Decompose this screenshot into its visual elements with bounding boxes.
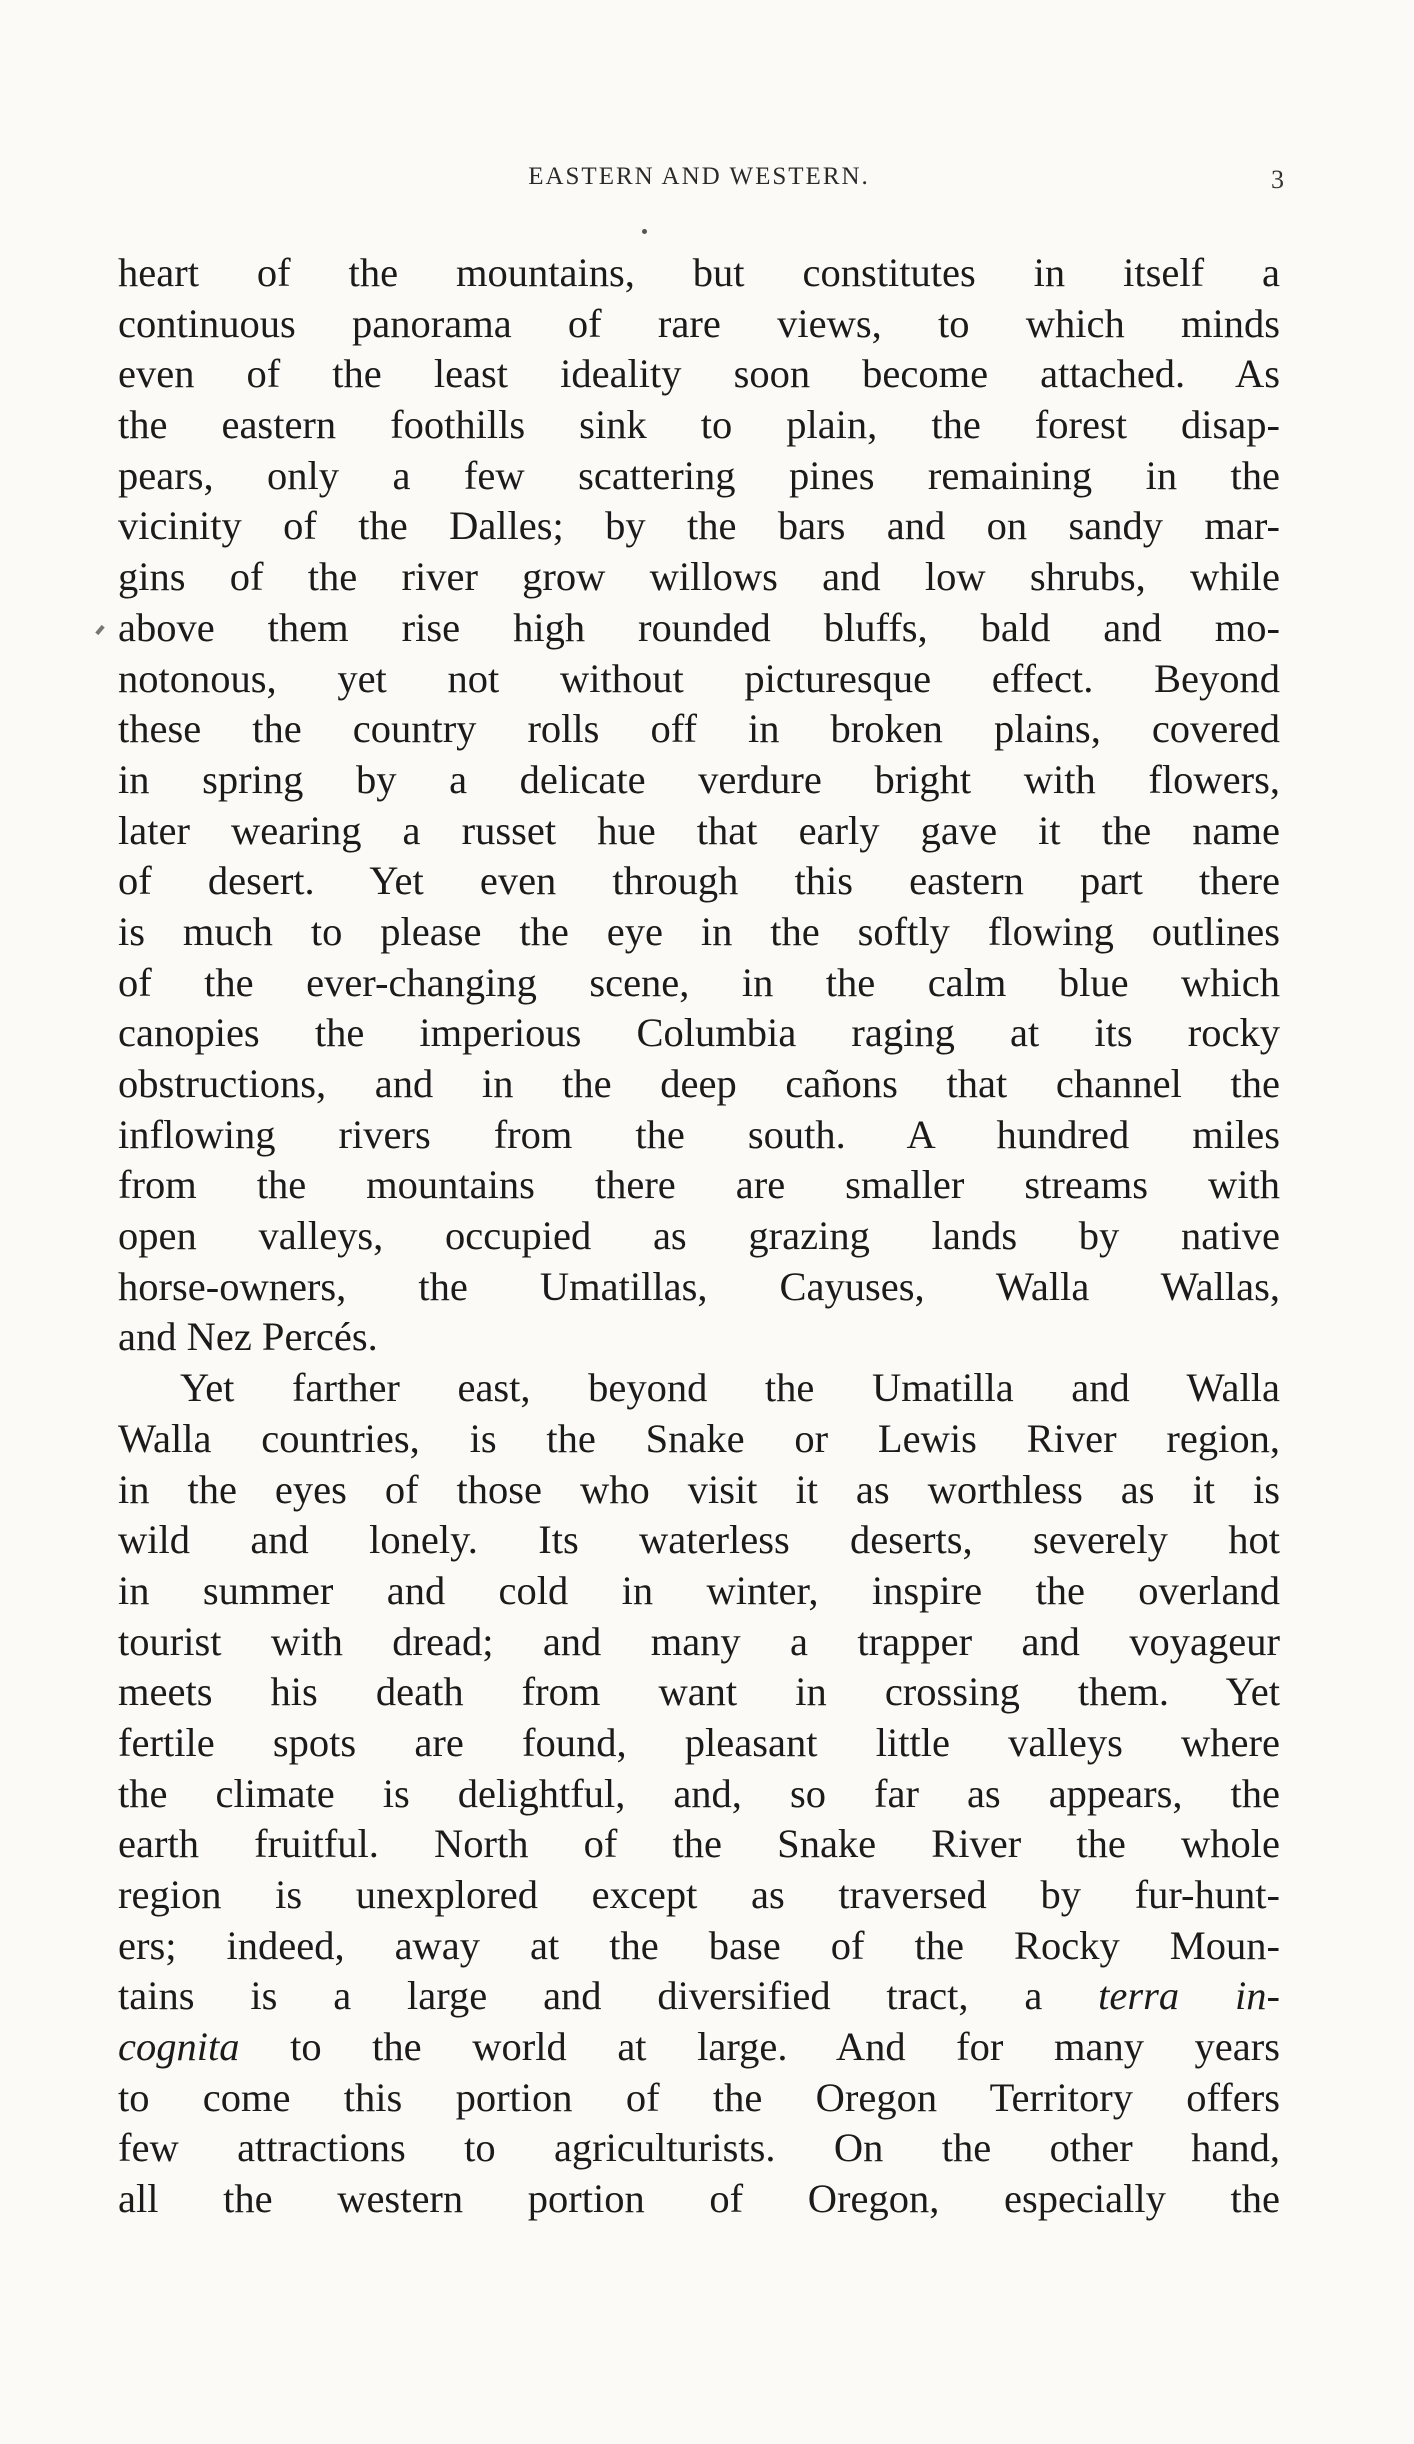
italic-phrase-end: cognita — [118, 2024, 240, 2070]
text-line: canopies the imperious Columbia raging at its rocky — [118, 1010, 1280, 1056]
text-line: later wearing a russet hue that early gave it the name — [118, 807, 1280, 853]
text-line: earth fruitful. North of the Snake River the whole — [118, 1821, 1280, 1867]
text-line: inflowing rivers from the south. A hundred miles — [118, 1111, 1280, 1157]
text-line: of the ever-changing scene, in the calm blue which — [118, 959, 1280, 1005]
paragraph-end-line: and Nez Percés. — [118, 1314, 378, 1360]
text-line: above them rise high rounded bluffs, bald and mo- — [118, 604, 1280, 650]
text-line: meets his death from want in crossing them. Yet — [118, 1669, 1280, 1715]
text-line: ers; indeed, away at the base of the Rocky Moun- — [118, 1922, 1280, 1968]
text-line: the eastern foothills sink to plain, the forest disap- — [118, 402, 1280, 448]
text-line: in summer and cold in winter, inspire the overland — [118, 1567, 1280, 1613]
text-line: notonous, yet not without picturesque effect. Beyond — [118, 655, 1280, 701]
text-line: all the western portion of Oregon, especially the — [118, 2176, 1280, 2222]
text-line: the climate is delightful, and, so far as appears, the — [118, 1770, 1280, 1816]
text-line-with-italic — [118, 1971, 1280, 2022]
text-line: wild and lonely. Its waterless deserts, severely hot — [118, 1517, 1280, 1563]
text-line: region is unexplored except as traversed by fur-hunt- — [118, 1872, 1280, 1917]
text-line: few attractions to agriculturists. On the other hand, — [118, 2125, 1280, 2171]
text-line: pears, only a few scattering pines remaining in the — [118, 452, 1280, 498]
text-line: gins of the river grow willows and low shrubs, while — [118, 554, 1280, 600]
running-title: EASTERN AND WESTERN. — [528, 163, 870, 190]
text-line: obstructions, and in the deep cañons that channel the — [118, 1061, 1280, 1106]
text-line: even of the least ideality soon become attached. As — [118, 351, 1280, 397]
text-line: is much to please the eye in the softly flowing outlines — [118, 908, 1280, 954]
text-line: heart of the mountains, but constitutes in itself a — [118, 250, 1280, 295]
body-text — [118, 248, 1280, 2225]
line-text: to the world at large. And for many years — [239, 2024, 1280, 2070]
text-line: to come this portion of the Oregon Territory offers — [118, 2074, 1280, 2120]
paragraph-start-line: Yet farther east, beyond the Umatilla and Walla — [180, 1365, 1280, 1411]
text-line: tourist with dread; and many a trapper and voyageur — [118, 1618, 1280, 1664]
text-line: of desert. Yet even through this eastern part there — [118, 858, 1280, 904]
text-line: in spring by a delicate verdure bright with flowers, — [118, 756, 1280, 802]
text-line: vicinity of the Dalles; by the bars and on sandy mar- — [118, 503, 1280, 549]
print-speck — [642, 229, 647, 234]
line-text: tains is a large and diversified tract, a — [118, 1973, 1043, 2019]
text-line-with-italic — [118, 2022, 1280, 2073]
margin-pencil-mark — [95, 625, 104, 635]
running-head — [118, 163, 1284, 203]
page-number: 3 — [1271, 165, 1284, 194]
text-line: open valleys, occupied as grazing lands by native — [118, 1213, 1280, 1259]
text-line: from the mountains there are smaller streams with — [118, 1162, 1280, 1208]
text-line: fertile spots are found, pleasant little valleys where — [118, 1719, 1280, 1765]
text-line: Walla countries, is the Snake or Lewis River region, — [118, 1415, 1280, 1461]
text-line: continuous panorama of rare views, to which minds — [118, 300, 1280, 346]
text-line: horse-owners, the Umatillas, Cayuses, Walla Wallas, — [118, 1263, 1280, 1309]
text-line: in the eyes of those who visit it as worthless as it is — [118, 1466, 1280, 1512]
text-line: these the country rolls off in broken plains, covered — [118, 706, 1280, 752]
italic-phrase: terra in- — [1098, 1973, 1280, 2019]
